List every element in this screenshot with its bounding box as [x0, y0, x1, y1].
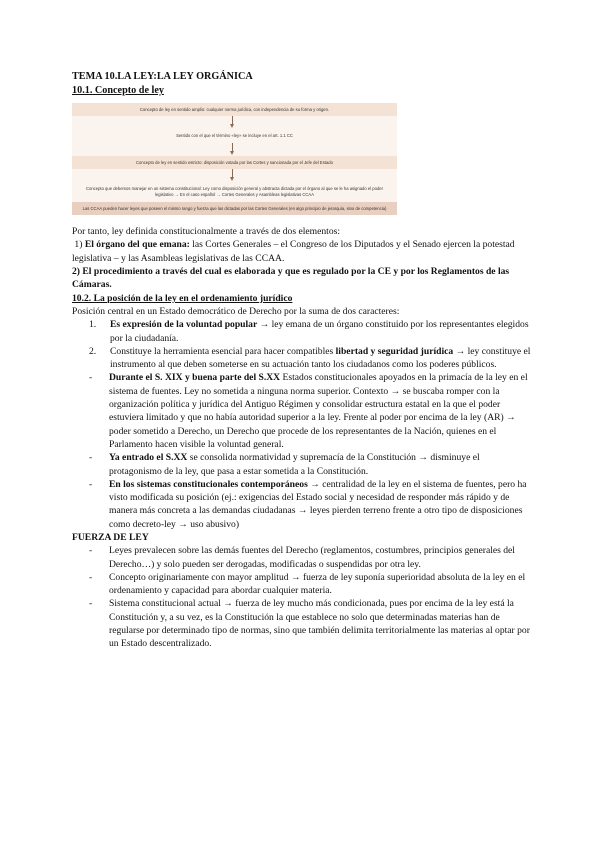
fuerza-item-1-text: Leyes prevalecen sobre las demás fuentes del Derecho (reglamentos, costumbres, principios generales del Derecho…) y solo pueden ser derogadas, modificadas o suspendidas por otra ley.	[109, 545, 515, 570]
list-item-1-number: 1.	[89, 319, 97, 331]
element-1	[72, 238, 532, 265]
diagram-arrow-3	[72, 169, 397, 182]
list-item-2	[89, 345, 532, 372]
dash-item-contemporaneos-text: → centralidad de la ley en el sistema de fuentes, pero ha visto modificada su posición (ej.: exigencias del Estado social y necesidad de responder más rápido y de manera más concreta a las demandas ciudadanas → leyes pierden terreno frente a otro tipo de disposiciones como decreto-ley → uso abusivo)	[109, 478, 527, 530]
section-heading-concepto: 10.1. Concepto de ley	[72, 85, 164, 97]
fuerza-item-2	[89, 571, 532, 598]
dash-item-siglo-xix	[89, 371, 532, 451]
dash-item-siglo-xix-bold: Durante el S. XIX y buena parte del S.XX	[109, 372, 281, 384]
list-item-1-bold: Es expresión de la voluntad popular	[110, 319, 258, 331]
diagram-arrow-2	[72, 143, 397, 156]
element-1-number: 1)	[74, 239, 83, 251]
diagram-box-ccaa: Las CCAA pueden hacer leyes que poseen el mismo rango y fuerza que las dictadas por las Cortes Generales (en algo principio de jerarquía, sino de competencia)	[72, 202, 397, 216]
dash-item-contemporaneos-bold: En los sistemas constitucionales contemporáneos	[109, 478, 308, 490]
document-title: TEMA 10.LA LEY:LA LEY ORGÁNICA	[72, 71, 253, 82]
diagram-line-art-1-1-cc: Sentido con el que el término «ley» se incluye en el art. 1.1 CC	[72, 129, 397, 143]
dash-marker: -	[89, 452, 93, 464]
dash-item-siglo-xx-text: se consolida normatividad y supremacía de la Constitución → disminuye el protagonismo de la ley, que pasa a estar sometida a la Constitución.	[109, 452, 480, 477]
dash-item-siglo-xx	[89, 451, 532, 478]
intro-paragraph: Por tanto, ley definida constitucionalmente a través de dos elementos:	[72, 226, 341, 238]
dash-item-contemporaneos	[89, 478, 532, 531]
fuerza-item-1	[89, 544, 532, 571]
list-item-1	[89, 318, 532, 345]
dash-marker: -	[89, 571, 93, 583]
element-1-bold: El órgano del que emana:	[84, 239, 190, 251]
diagram-box-sentido-amplio: Concepto de ley en sentido amplio: cualquier norma jurídica, con independencia de su forma y origen.	[72, 103, 397, 117]
fuerza-item-3	[89, 597, 532, 650]
dash-marker: -	[89, 598, 93, 610]
section-heading-posicion: 10.2. La posición de la ley en el ordenamiento jurídico	[72, 292, 293, 304]
concept-diagram	[72, 103, 397, 216]
dash-item-siglo-xx-bold: Ya entrado el S.XX	[109, 452, 188, 464]
list-item-2-number: 2.	[89, 345, 97, 357]
section-2-intro: Posición central en un Estado democrático de Derecho por la suma de dos caracteres:	[72, 305, 400, 317]
document-page	[72, 70, 532, 651]
list-item-2-bold: libertad y seguridad jurídica	[335, 345, 454, 357]
diagram-arrow-1	[72, 116, 397, 129]
dash-marker: -	[89, 545, 93, 557]
fuerza-item-2-text: Concepto originariamente con mayor amplitud → fuerza de ley suponía superioridad absoluta de la ley en el ordenamiento y capacidad para abordar cualquier materia.	[109, 571, 526, 597]
fuerza-item-3-text: Sistema constitucional actual → fuerza de ley mucho más condicionada, pues por encima de la ley está la Constitución y, a su vez, es la Constitución la que establece no solo que determinadas materias han de regularse por determinado tipo de normas, sino que también delimita territorialmente las materias al optar por un Estado descentralizado.	[109, 598, 530, 650]
dash-marker: -	[89, 372, 93, 384]
list-item-2-text: → ley constituye el instrumento al que deben someterse en su actuación tanto los ciudadanos como los poderes públicos.	[110, 345, 531, 371]
diagram-box-sentido-estricto: Concepto de ley en sentido estricto: disposición votada por las Cortes y sancionada por el Jefe del Estado	[72, 156, 397, 170]
diagram-box-sistema-constitucional: Concepto que debemos manejar en un sistema constitucional: Ley como disposición general y abstracta dictada por el órgano al que se le ha asignado el poder legislativo → En el caso español → Cortes Generales y Asambleas legislativas CCAA	[72, 182, 397, 201]
dash-marker: -	[89, 478, 93, 490]
element-2: 2) El procedimiento a través del cual es elaborada y que es regulado por la CE y por los Reglamentos de las Cámaras.	[72, 266, 510, 291]
element-1-text: las Cortes Generales – el Congreso de los Diputados y el Senado ejercen la potestad legislativa – y las Asambleas legislativas de las CCAA.	[72, 239, 515, 264]
list-item-2-lead: Constituye la herramienta esencial para hacer compatibles	[110, 345, 334, 357]
dash-item-siglo-xix-text: Estados constitucionales apoyados en la primacía de la ley en el sistema de fuentes. Ley no sometida a ninguna norma superior. Contexto → se buscaba romper con la organización política y jurídica del Antiguo Régimen y consolidar estructura estatal en la que el poder estuviera limitado y que no había autoridad superior a la ley. Frente al poder por encima de la ley (AR) → poder sometido a Derecho, un Derecho que procede de los representantes de la Nación, quienes en el Parlamento hacen visible la voluntad general.	[109, 372, 528, 450]
fuerza-de-ley-heading: FUERZA DE LEY	[72, 531, 149, 543]
list-item-1-text: → ley emana de un órgano constituido por los representantes elegidos por la ciudadanía.	[110, 319, 529, 344]
